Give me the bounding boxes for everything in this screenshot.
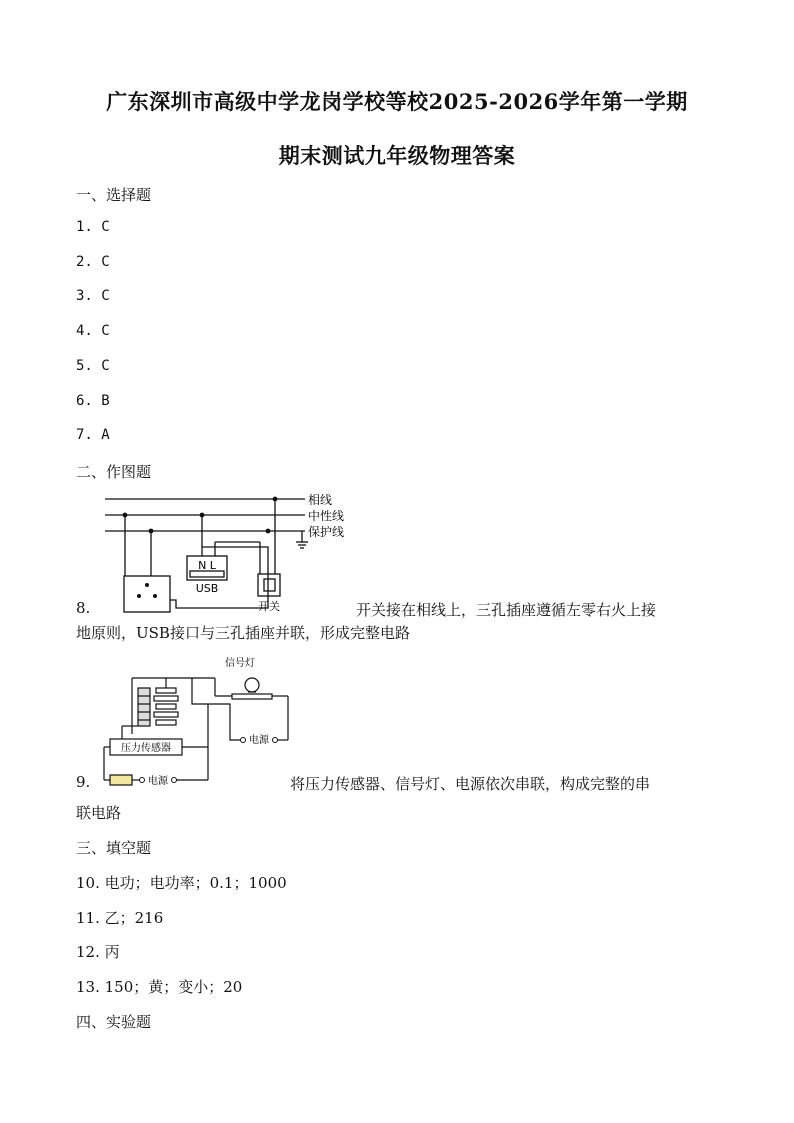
q9-explanation-line2: 联电路: [76, 804, 122, 822]
answer-13: 13. 150；黄；变小；20: [76, 978, 243, 996]
answer-3: 3. C: [76, 288, 110, 304]
section-heading-fill: 三、填空题: [76, 839, 152, 857]
neutral-wire-label: 中性线: [308, 509, 345, 523]
answer-10: 10. 电功；电功率；0.1；1000: [76, 874, 287, 892]
usb-label: USB: [195, 582, 219, 595]
answer-4: 4. C: [76, 323, 110, 339]
section-heading-experiment: 四、实验题: [76, 1013, 152, 1031]
usb-nl-label: N L: [198, 559, 216, 572]
page-title-line1: 广东深圳市高级中学龙岗学校等校2025-2026学年第一学期: [106, 89, 688, 114]
answer-1: 1. C: [76, 219, 110, 235]
pressure-sensor-label: 压力传感器: [121, 743, 171, 754]
answer-12: 12. 丙: [76, 943, 120, 961]
pressure-sensor-relay-diagram: [100, 652, 300, 795]
answer-6: 6. B: [76, 393, 110, 409]
section-heading-choice: 一、选择题: [76, 186, 152, 204]
live-wire-label: 相线: [308, 493, 333, 507]
q8-explanation-line1: 开关接在相线上，三孔插座遵循左零右火上接: [356, 601, 657, 619]
switch-label: 开关: [258, 600, 280, 613]
ground-wire-label: 保护线: [308, 525, 345, 539]
q8-explanation-line2: 地原则，USB接口与三孔插座并联，形成完整电路: [76, 624, 410, 642]
q9-explanation-line1: 将压力传感器、信号灯、电源依次串联，构成完整的串: [290, 775, 651, 793]
power-source-top-label: 电源: [249, 735, 269, 746]
signal-lamp-label: 信号灯: [225, 658, 255, 669]
answer-2: 2. C: [76, 254, 110, 270]
household-circuit-diagram: [100, 490, 360, 615]
answer-7: 7. A: [76, 427, 110, 443]
section-heading-drawing: 二、作图题: [76, 463, 152, 481]
q9-number: 9.: [76, 773, 91, 791]
answer-11: 11. 乙；216: [76, 909, 164, 927]
q8-number: 8.: [76, 599, 91, 617]
page-title-line2: 期末测试九年级物理答案: [278, 143, 516, 168]
answer-5: 5. C: [76, 358, 110, 374]
power-source-bottom-label: 电源: [148, 776, 168, 787]
